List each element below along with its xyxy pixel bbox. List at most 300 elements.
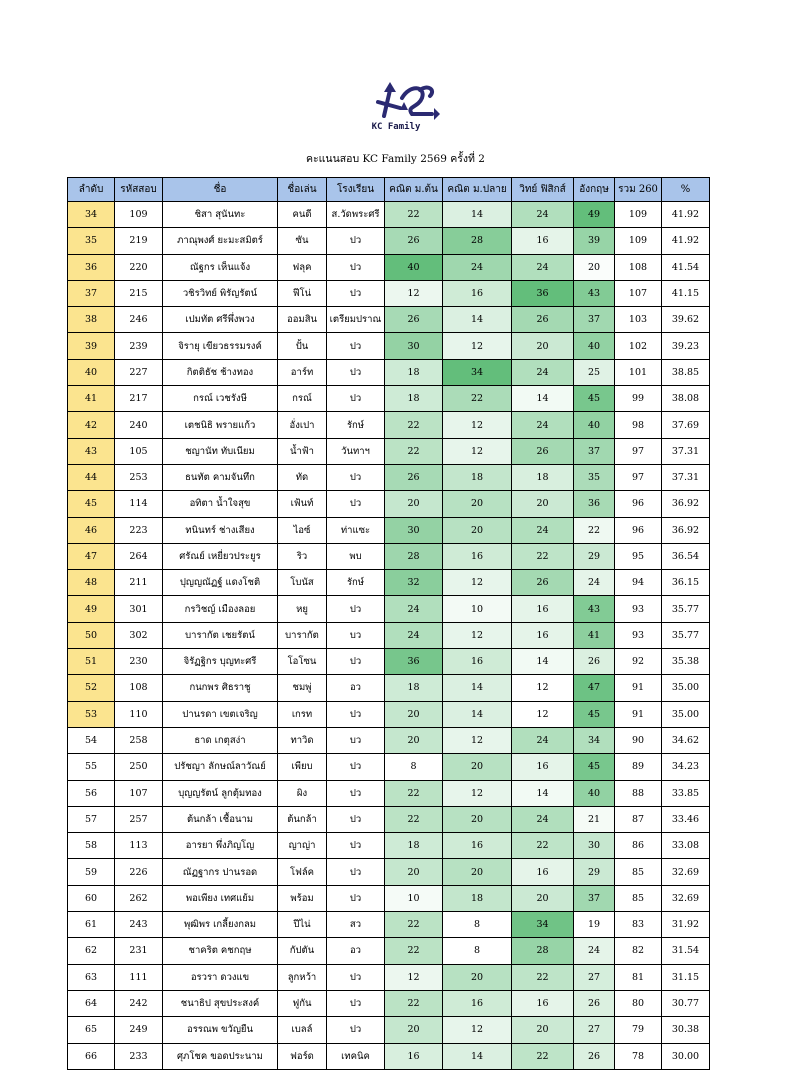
cell-rank: 54: [68, 727, 115, 753]
cell-rank: 39: [68, 333, 115, 359]
cell-math-lower: 22: [385, 412, 443, 438]
table-row: [68, 254, 710, 280]
cell-total: 96: [615, 517, 662, 543]
cell-percent: 38.85: [662, 359, 710, 385]
cell-school: เทคนิค: [327, 1043, 385, 1069]
cell-rank: 37: [68, 280, 115, 306]
cell-name: กรณ์ เวชรังษี: [163, 386, 278, 412]
cell-math-lower: 20: [385, 701, 443, 727]
cell-total: 95: [615, 543, 662, 569]
cell-name: บุญญรัตน์ ลูกตุ้มทอง: [163, 780, 278, 806]
cell-exam-id: 264: [115, 543, 163, 569]
cell-name: ปานรดา เขตเจริญ: [163, 701, 278, 727]
cell-math-lower: 30: [385, 333, 443, 359]
cell-percent: 36.15: [662, 570, 710, 596]
cell-school: ปว: [327, 964, 385, 990]
cell-math-upper: 16: [443, 990, 512, 1016]
table-row: [68, 438, 710, 464]
cell-rank: 58: [68, 833, 115, 859]
cell-exam-id: 246: [115, 307, 163, 333]
cell-name: พอเพียง เทศแย้ม: [163, 885, 278, 911]
cell-math-lower: 22: [385, 780, 443, 806]
cell-nickname: ทาวิด: [278, 727, 327, 753]
cell-nickname: พร้อม: [278, 885, 327, 911]
cell-exam-id: 114: [115, 491, 163, 517]
cell-english: 49: [574, 202, 615, 228]
table-row: [68, 491, 710, 517]
cell-total: 97: [615, 438, 662, 464]
table-row: [68, 938, 710, 964]
cell-english: 30: [574, 833, 615, 859]
cell-percent: 35.77: [662, 596, 710, 622]
cell-math-lower: 24: [385, 596, 443, 622]
logo-text: KC Family: [371, 122, 421, 132]
cell-nickname: กรณ์: [278, 386, 327, 412]
cell-name: ชนาธิป สุขประสงค์: [163, 990, 278, 1016]
cell-school: ปว: [327, 885, 385, 911]
table-row: [68, 596, 710, 622]
cell-exam-id: 302: [115, 622, 163, 648]
cell-rank: 51: [68, 649, 115, 675]
cell-science-physics: 24: [512, 517, 574, 543]
cell-name: ณัฏฐากร ปานรอด: [163, 859, 278, 885]
cell-total: 93: [615, 622, 662, 648]
cell-name: ทนินทร์ ช่างเสียง: [163, 517, 278, 543]
cell-school: พบ: [327, 543, 385, 569]
table-row: [68, 675, 710, 701]
cell-total: 80: [615, 990, 662, 1016]
cell-math-lower: 18: [385, 386, 443, 412]
cell-exam-id: 227: [115, 359, 163, 385]
cell-math-lower: 12: [385, 280, 443, 306]
cell-total: 90: [615, 727, 662, 753]
cell-english: 45: [574, 386, 615, 412]
header-percent: %: [662, 178, 710, 202]
cell-science-physics: 24: [512, 359, 574, 385]
cell-math-upper: 14: [443, 675, 512, 701]
cell-english: 37: [574, 438, 615, 464]
cell-math-lower: 26: [385, 228, 443, 254]
cell-total: 102: [615, 333, 662, 359]
cell-total: 101: [615, 359, 662, 385]
cell-math-upper: 16: [443, 543, 512, 569]
cell-nickname: ฟูกัน: [278, 990, 327, 1016]
cell-exam-id: 253: [115, 464, 163, 490]
cell-exam-id: 111: [115, 964, 163, 990]
table-row: [68, 833, 710, 859]
cell-name: ณัฐกร เห็นแจ้ง: [163, 254, 278, 280]
cell-name: เปมทัต ศรีพึ่งพวง: [163, 307, 278, 333]
cell-rank: 60: [68, 885, 115, 911]
cell-english: 29: [574, 859, 615, 885]
cell-school: ปว: [327, 780, 385, 806]
header-english: อังกฤษ: [574, 178, 615, 202]
cell-nickname: ปั้น: [278, 333, 327, 359]
cell-percent: 30.00: [662, 1043, 710, 1069]
cell-percent: 39.62: [662, 307, 710, 333]
cell-nickname: ต้นกล้า: [278, 806, 327, 832]
table-row: [68, 307, 710, 333]
table-row: [68, 543, 710, 569]
cell-math-upper: 12: [443, 622, 512, 648]
cell-math-upper: 22: [443, 386, 512, 412]
cell-school: ปว: [327, 701, 385, 727]
cell-percent: 36.54: [662, 543, 710, 569]
cell-exam-id: 217: [115, 386, 163, 412]
cell-school: สว: [327, 912, 385, 938]
cell-english: 25: [574, 359, 615, 385]
cell-exam-id: 231: [115, 938, 163, 964]
cell-percent: 31.15: [662, 964, 710, 990]
cell-nickname: ออมสิน: [278, 307, 327, 333]
cell-nickname: อาร์ท: [278, 359, 327, 385]
cell-name: ภาณุพงศ์ ยะมะสมิตร์: [163, 228, 278, 254]
cell-math-upper: 20: [443, 806, 512, 832]
cell-percent: 37.69: [662, 412, 710, 438]
cell-science-physics: 22: [512, 964, 574, 990]
cell-math-upper: 20: [443, 517, 512, 543]
cell-exam-id: 108: [115, 675, 163, 701]
cell-percent: 33.85: [662, 780, 710, 806]
cell-math-lower: 22: [385, 438, 443, 464]
cell-math-upper: 20: [443, 859, 512, 885]
cell-percent: 34.62: [662, 727, 710, 753]
cell-math-lower: 20: [385, 727, 443, 753]
cell-math-upper: 34: [443, 359, 512, 385]
cell-math-lower: 22: [385, 990, 443, 1016]
cell-total: 88: [615, 780, 662, 806]
cell-rank: 43: [68, 438, 115, 464]
cell-math-upper: 28: [443, 228, 512, 254]
cell-english: 45: [574, 754, 615, 780]
cell-total: 96: [615, 491, 662, 517]
cell-science-physics: 14: [512, 780, 574, 806]
table-row: [68, 859, 710, 885]
cell-school: ปว: [327, 228, 385, 254]
cell-percent: 35.77: [662, 622, 710, 648]
cell-nickname: หยู: [278, 596, 327, 622]
cell-exam-id: 250: [115, 754, 163, 780]
cell-exam-id: 215: [115, 280, 163, 306]
cell-math-lower: 22: [385, 938, 443, 964]
cell-name: ธาด เกตุสง่า: [163, 727, 278, 753]
cell-math-lower: 28: [385, 543, 443, 569]
cell-math-lower: 16: [385, 1043, 443, 1069]
cell-nickname: บารากัต: [278, 622, 327, 648]
score-table: [67, 177, 710, 1070]
cell-exam-id: 258: [115, 727, 163, 753]
cell-exam-id: 223: [115, 517, 163, 543]
cell-total: 94: [615, 570, 662, 596]
cell-percent: 41.15: [662, 280, 710, 306]
cell-science-physics: 16: [512, 622, 574, 648]
cell-rank: 61: [68, 912, 115, 938]
cell-school: ปว: [327, 833, 385, 859]
cell-math-upper: 16: [443, 280, 512, 306]
cell-percent: 32.69: [662, 859, 710, 885]
cell-science-physics: 24: [512, 806, 574, 832]
cell-math-upper: 16: [443, 649, 512, 675]
table-row: [68, 1017, 710, 1043]
cell-school: บว: [327, 622, 385, 648]
table-row: [68, 912, 710, 938]
table-row: [68, 964, 710, 990]
table-row: [68, 570, 710, 596]
cell-science-physics: 20: [512, 491, 574, 517]
cell-nickname: ผิง: [278, 780, 327, 806]
cell-percent: 41.54: [662, 254, 710, 280]
cell-science-physics: 20: [512, 885, 574, 911]
cell-english: 40: [574, 333, 615, 359]
cell-science-physics: 16: [512, 596, 574, 622]
cell-rank: 56: [68, 780, 115, 806]
cell-math-lower: 22: [385, 806, 443, 832]
cell-math-lower: 20: [385, 1017, 443, 1043]
cell-name: ชาคริต คชกฤษ: [163, 938, 278, 964]
cell-total: 109: [615, 228, 662, 254]
cell-total: 98: [615, 412, 662, 438]
cell-nickname: เกรท: [278, 701, 327, 727]
cell-percent: 38.08: [662, 386, 710, 412]
cell-math-upper: 24: [443, 254, 512, 280]
cell-nickname: โอโซน: [278, 649, 327, 675]
cell-math-upper: 12: [443, 780, 512, 806]
cell-total: 87: [615, 806, 662, 832]
table-row: [68, 701, 710, 727]
cell-rank: 35: [68, 228, 115, 254]
cell-math-upper: 14: [443, 307, 512, 333]
cell-rank: 66: [68, 1043, 115, 1069]
cell-nickname: กัปตัน: [278, 938, 327, 964]
cell-rank: 62: [68, 938, 115, 964]
cell-total: 93: [615, 596, 662, 622]
cell-math-upper: 20: [443, 491, 512, 517]
table-row: [68, 806, 710, 832]
cell-science-physics: 16: [512, 754, 574, 780]
cell-school: ปว: [327, 859, 385, 885]
cell-rank: 38: [68, 307, 115, 333]
cell-math-upper: 16: [443, 833, 512, 859]
cell-rank: 40: [68, 359, 115, 385]
cell-exam-id: 219: [115, 228, 163, 254]
table-row: [68, 780, 710, 806]
table-row: [68, 359, 710, 385]
cell-math-lower: 18: [385, 359, 443, 385]
cell-science-physics: 26: [512, 438, 574, 464]
cell-english: 24: [574, 570, 615, 596]
cell-nickname: ชมพู่: [278, 675, 327, 701]
cell-english: 47: [574, 675, 615, 701]
cell-science-physics: 18: [512, 464, 574, 490]
cell-english: 27: [574, 964, 615, 990]
cell-nickname: ริว: [278, 543, 327, 569]
cell-school: ปว: [327, 596, 385, 622]
cell-math-lower: 26: [385, 307, 443, 333]
table-row: [68, 990, 710, 1016]
cell-name: กนกพร ศิธราชู: [163, 675, 278, 701]
cell-exam-id: 249: [115, 1017, 163, 1043]
header-science-physics: วิทย์ ฟิสิกส์: [512, 178, 574, 202]
header-row: [68, 178, 710, 202]
cell-science-physics: 36: [512, 280, 574, 306]
cell-nickname: เฟ้นท์: [278, 491, 327, 517]
cell-percent: 35.00: [662, 701, 710, 727]
cell-science-physics: 24: [512, 727, 574, 753]
cell-name: จิรายุ เขียวธรรมรงค์: [163, 333, 278, 359]
cell-math-lower: 26: [385, 464, 443, 490]
cell-exam-id: 240: [115, 412, 163, 438]
table-row: [68, 622, 710, 648]
cell-exam-id: 262: [115, 885, 163, 911]
cell-name: กรวิชญ์ เมืองลอย: [163, 596, 278, 622]
cell-science-physics: 34: [512, 912, 574, 938]
cell-percent: 41.92: [662, 228, 710, 254]
cell-math-upper: 14: [443, 202, 512, 228]
cell-math-lower: 10: [385, 885, 443, 911]
cell-total: 78: [615, 1043, 662, 1069]
cell-name: ปรัชญา ลักษณ์ลาวัณย์: [163, 754, 278, 780]
cell-science-physics: 24: [512, 412, 574, 438]
cell-math-upper: 12: [443, 727, 512, 753]
cell-total: 97: [615, 464, 662, 490]
cell-rank: 52: [68, 675, 115, 701]
cell-school: ปว: [327, 333, 385, 359]
cell-rank: 53: [68, 701, 115, 727]
header-name: ชื่อ: [163, 178, 278, 202]
cell-total: 89: [615, 754, 662, 780]
cell-percent: 34.23: [662, 754, 710, 780]
cell-school: ปว: [327, 754, 385, 780]
cell-math-lower: 20: [385, 491, 443, 517]
cell-total: 91: [615, 701, 662, 727]
cell-total: 86: [615, 833, 662, 859]
cell-name: ธนทัต คามจันทึก: [163, 464, 278, 490]
cell-percent: 36.92: [662, 491, 710, 517]
cell-exam-id: 226: [115, 859, 163, 885]
cell-name: ศุภโชค ขอดประนาม: [163, 1043, 278, 1069]
cell-math-upper: 10: [443, 596, 512, 622]
cell-exam-id: 109: [115, 202, 163, 228]
cell-math-lower: 22: [385, 202, 443, 228]
cell-percent: 31.92: [662, 912, 710, 938]
cell-exam-id: 113: [115, 833, 163, 859]
cell-english: 22: [574, 517, 615, 543]
header-exam-id: รหัสสอบ: [115, 178, 163, 202]
cell-exam-id: 239: [115, 333, 163, 359]
cell-rank: 49: [68, 596, 115, 622]
cell-math-upper: 12: [443, 570, 512, 596]
cell-school: ปว: [327, 806, 385, 832]
cell-school: อว: [327, 675, 385, 701]
cell-science-physics: 28: [512, 938, 574, 964]
cell-english: 43: [574, 280, 615, 306]
cell-school: เตรียมปราณ: [327, 307, 385, 333]
cell-math-lower: 24: [385, 622, 443, 648]
table-row: [68, 333, 710, 359]
cell-science-physics: 16: [512, 859, 574, 885]
table-row: [68, 649, 710, 675]
cell-nickname: น้ำฟ้า: [278, 438, 327, 464]
cell-science-physics: 16: [512, 228, 574, 254]
table-row: [68, 228, 710, 254]
cell-percent: 37.31: [662, 464, 710, 490]
cell-math-upper: 20: [443, 964, 512, 990]
cell-science-physics: 14: [512, 386, 574, 412]
table-row: [68, 754, 710, 780]
cell-rank: 41: [68, 386, 115, 412]
cell-math-lower: 8: [385, 754, 443, 780]
header-total: รวม 260: [615, 178, 662, 202]
cell-school: ปว: [327, 254, 385, 280]
cell-science-physics: 12: [512, 701, 574, 727]
cell-name: บารากัต เชยรัตน์: [163, 622, 278, 648]
cell-nickname: เพียบ: [278, 754, 327, 780]
cell-total: 92: [615, 649, 662, 675]
table-body: [68, 202, 710, 1070]
cell-percent: 30.77: [662, 990, 710, 1016]
cell-nickname: ฟอร์ด: [278, 1043, 327, 1069]
cell-english: 43: [574, 596, 615, 622]
header-school: โรงเรียน: [327, 178, 385, 202]
cell-name: จิรัฏฐิกร บุญทะศรี: [163, 649, 278, 675]
cell-rank: 45: [68, 491, 115, 517]
cell-english: 35: [574, 464, 615, 490]
cell-nickname: ปีไน่: [278, 912, 327, 938]
cell-school: รักษ์: [327, 412, 385, 438]
cell-school: ท่าแซะ: [327, 517, 385, 543]
cell-math-upper: 18: [443, 464, 512, 490]
table-row: [68, 386, 710, 412]
cell-english: 40: [574, 780, 615, 806]
cell-math-lower: 20: [385, 859, 443, 885]
cell-exam-id: 220: [115, 254, 163, 280]
cell-school: ปว: [327, 386, 385, 412]
cell-total: 83: [615, 912, 662, 938]
cell-nickname: โฟล์ค: [278, 859, 327, 885]
cell-percent: 32.69: [662, 885, 710, 911]
cell-exam-id: 242: [115, 990, 163, 1016]
cell-school: ปว: [327, 359, 385, 385]
cell-science-physics: 24: [512, 254, 574, 280]
cell-rank: 59: [68, 859, 115, 885]
cell-name: ชญานัท ทับเนียม: [163, 438, 278, 464]
cell-english: 34: [574, 727, 615, 753]
cell-math-upper: 8: [443, 912, 512, 938]
cell-percent: 35.00: [662, 675, 710, 701]
cell-english: 24: [574, 938, 615, 964]
cell-nickname: ลูกหว้า: [278, 964, 327, 990]
cell-rank: 63: [68, 964, 115, 990]
cell-english: 40: [574, 412, 615, 438]
cell-school: รักษ์: [327, 570, 385, 596]
cell-exam-id: 257: [115, 806, 163, 832]
cell-name: วชิรวิทย์ พิรัญรัตน์: [163, 280, 278, 306]
cell-total: 107: [615, 280, 662, 306]
cell-science-physics: 26: [512, 307, 574, 333]
cell-science-physics: 22: [512, 833, 574, 859]
cell-math-lower: 32: [385, 570, 443, 596]
cell-total: 99: [615, 386, 662, 412]
table-row: [68, 517, 710, 543]
cell-rank: 55: [68, 754, 115, 780]
cell-percent: 31.54: [662, 938, 710, 964]
cell-total: 91: [615, 675, 662, 701]
page-title: คะแนนสอบ KC Family 2569 ครั้งที่ 2: [305, 153, 485, 165]
cell-name: ศรัณย์ เหยี่ยวประยูร: [163, 543, 278, 569]
cell-math-upper: 12: [443, 1017, 512, 1043]
cell-rank: 44: [68, 464, 115, 490]
cell-name: อรวรา ดวงแข: [163, 964, 278, 990]
